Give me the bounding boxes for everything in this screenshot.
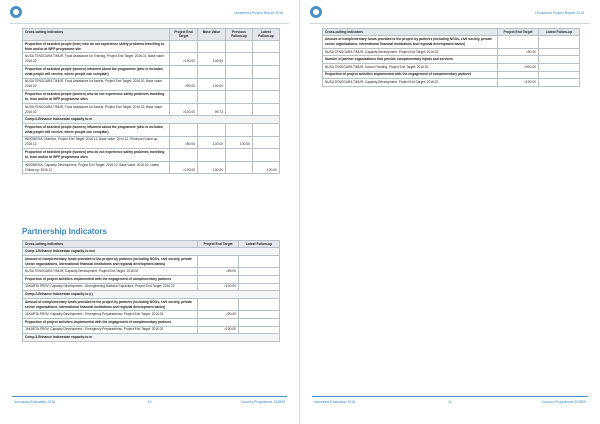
table-row (23, 283, 280, 291)
value-cell: >90.00 (498, 48, 539, 56)
empty-cell (498, 56, 539, 64)
value-cell (539, 79, 580, 87)
empty-cell (198, 298, 239, 311)
header-divider (10, 23, 289, 24)
column-header: Latest Follow-up (253, 29, 280, 41)
empty-cell (539, 71, 580, 79)
table-row (323, 63, 580, 71)
value-cell: 100.00 (226, 136, 253, 149)
wfp-logo (10, 6, 22, 18)
empty-cell (198, 275, 239, 283)
indicator-label: Proportion of assisted people (women) who do not experience safety problems travelling to, from and/or at WFP programme sites (23, 91, 170, 104)
table-row (23, 334, 280, 342)
value-cell (239, 268, 280, 276)
table-row (23, 255, 280, 268)
empty-cell (498, 36, 539, 49)
value-cell: 100.00 (198, 136, 226, 149)
source-label: NUSA TENGGARA TIMUR, Capacity Development, Project End Target: 2016.02 (23, 268, 198, 276)
empty-cell (198, 149, 226, 162)
table-row (23, 268, 280, 276)
source-label: NUSA TENGGARA TIMUR, Capacity Development, Project End Target: 2016.02 (323, 48, 498, 56)
table-row (23, 318, 280, 326)
table-header-row (23, 29, 280, 41)
column-header: Previous Follow-up (226, 29, 253, 41)
indicator-label: Proportion of project activities implemented with the engagement of complementary partners (23, 318, 198, 326)
empty-cell (170, 149, 198, 162)
table-row (23, 275, 280, 283)
empty-cell (198, 318, 239, 326)
empty-cell (226, 91, 253, 104)
cross-cutting-table (322, 28, 580, 87)
table-row (23, 116, 280, 124)
table-row (23, 91, 280, 104)
indicator-label: Proportion of project activities implemented with the engagement of complementary partners (23, 275, 198, 283)
empty-cell (170, 91, 198, 104)
value-cell (253, 78, 280, 91)
component-row-label: Comp.1-Enhance Indonesian capacity to moi (23, 248, 280, 256)
column-header: Base Value (198, 29, 226, 41)
empty-cell (170, 123, 198, 136)
value-cell (539, 48, 580, 56)
page-number: 11 (448, 400, 452, 404)
indicator-label: Amount of complementary funds provided to the project by partners (including NGOs, civil society, private sector organizations, international financial institutions and regional development banks) (323, 36, 498, 49)
column-header: Cross-cutting Indicators (23, 29, 170, 41)
value-cell (226, 78, 253, 91)
empty-cell (239, 255, 280, 268)
indicator-label: Proportion of assisted people (men) who do not experience safety problems travelling to, from and/or at WFP programme site (23, 40, 170, 53)
table-row (23, 291, 280, 299)
empty-cell (253, 40, 280, 53)
column-header: Project End Target (198, 241, 239, 248)
value-cell: 100.00 (198, 53, 226, 66)
table-row (23, 123, 280, 136)
footer-right: Country Programme 200805 (240, 400, 285, 404)
empty-cell (226, 65, 253, 78)
empty-cell (539, 36, 580, 49)
table-row (323, 71, 580, 79)
table-row (323, 79, 580, 87)
source-label: INDONESIA, Nutrition, Project End Target: 2016.12, Base value: 2014.12, Previous Follow-up: 2016.12 (23, 136, 170, 149)
empty-cell (253, 123, 280, 136)
footer-right: Country Programme 200805 (541, 400, 586, 404)
value-cell: >100.00 (498, 79, 539, 87)
empty-cell (239, 275, 280, 283)
empty-cell (226, 123, 253, 136)
value-cell: >80.00 (170, 136, 198, 149)
footer-divider (12, 396, 287, 397)
indicator-label: Proportion of project activities implemented with the engagement of complementary partners (323, 71, 498, 79)
indicator-label: Proportion of assisted people (women) informed about the programme (who is included, what people will receive, where people can complain) (23, 123, 170, 136)
empty-cell (253, 91, 280, 104)
empty-cell (198, 91, 226, 104)
table-row (23, 311, 280, 319)
source-label: INDONESIA, Capacity Development, Project End Target: 2016.12, Base value: 2016.02, Latest Follow-up: 2016.12 (23, 161, 170, 174)
value-cell (239, 311, 280, 319)
empty-cell (198, 123, 226, 136)
value-cell: >100.00 (198, 283, 239, 291)
value-cell (226, 103, 253, 116)
table-row (23, 298, 280, 311)
table-row (23, 103, 280, 116)
indicator-label: Number of partner organizations that provide complementary inputs and services (323, 56, 498, 64)
column-header: Project End Target (498, 29, 539, 36)
column-header: Latest Follow-up (539, 29, 580, 36)
table-row (23, 53, 280, 66)
value-cell: 99.73 (198, 103, 226, 116)
page-right (300, 0, 600, 424)
column-header: Cross-cutting Indicators (23, 241, 198, 248)
value-cell (226, 161, 253, 174)
value-cell (253, 103, 280, 116)
table-row (23, 65, 280, 78)
wfp-logo (310, 6, 322, 18)
table-row (23, 149, 280, 162)
value-cell: >50.00 (198, 311, 239, 319)
value-cell (239, 283, 280, 291)
table-row (323, 56, 580, 64)
indicator-label: Amount of complementary funds provided to the project by partners (including NGOs, civil society, private sector organizations, international financial institutions and regional development banks) (23, 298, 198, 311)
table-row (23, 40, 280, 53)
empty-cell (498, 71, 539, 79)
indicator-label: Proportion of assisted people (women) who do not experience safety problems travelling to, from and/or at WFP programme sites (23, 149, 170, 162)
empty-cell (226, 40, 253, 53)
cross-cutting-table (22, 28, 280, 174)
value-cell: 100.00 (253, 161, 280, 174)
empty-cell (198, 40, 226, 53)
source-label: JAKARTA PROV, Capacity Development - Emergency Preparedness, Project End Target: 2016.02 (23, 311, 198, 319)
table-row (323, 48, 580, 56)
component-row-label: Comp.3-Enhance Indonesian capacity to m (23, 334, 280, 342)
table-header-row (23, 241, 280, 248)
footer (314, 400, 586, 408)
partnership-title: Partnership Indicators (22, 227, 107, 236)
source-label: JAKARTA PROV, Capacity Development - Strengthening National Capacities, Project End Target: 2016.02 (23, 283, 198, 291)
footer-left: Indonesia Evaluation 2016 (14, 400, 56, 404)
partnership-table (22, 240, 280, 342)
component-row-label: Comp.3-Enhance Indonesian capacity to m (23, 116, 280, 124)
value-cell (539, 63, 580, 71)
component-row-label: Comp.2-Enhance Indonesian capacity to (r) (23, 291, 280, 299)
value-cell: >100.00 (198, 326, 239, 334)
footer (14, 400, 285, 408)
value-cell (226, 53, 253, 66)
source-label: NUSA TENGGARA TIMUR, Food Assistance for Training, Project End Target: 2016.02, Base value: 2016.02 (23, 53, 170, 66)
value-cell (253, 136, 280, 149)
table-header-row (323, 29, 580, 36)
source-label: NUSA TENGGARA TIMUR, School Feeding, Project End Target: 2016.02 (323, 63, 498, 71)
source-label: NUSA TENGGARA TIMUR, Food Assistance for Assets, Project End Target: 2016.02, Base value: 2016.02 (23, 103, 170, 116)
table-row (323, 36, 580, 49)
footer-left: Indonesia Evaluation 2016 (314, 400, 356, 404)
empty-cell (539, 56, 580, 64)
value-cell: >100.00 (170, 103, 198, 116)
table-row (23, 248, 280, 256)
empty-cell (198, 255, 239, 268)
table-row (23, 78, 280, 91)
value-cell: 100.00 (198, 78, 226, 91)
empty-cell (239, 318, 280, 326)
empty-cell (170, 65, 198, 78)
column-header: Project End Target (170, 29, 198, 41)
empty-cell (198, 65, 226, 78)
indicator-label: Proportion of assisted people (women) informed about the programme (who is included, what people will receive, where people can complain) (23, 65, 170, 78)
value-cell: >900.00 (498, 63, 539, 71)
value-cell: >90.00 (170, 78, 198, 91)
source-label: JAKARTA PROV, Capacity Development - Emergency Preparedness, Project End Target: 2016.02 (23, 326, 198, 334)
header-title: Household Project Report 2016 (535, 11, 584, 15)
table-row (23, 161, 280, 174)
value-cell: >89.00 (198, 268, 239, 276)
table-row (23, 326, 280, 334)
empty-cell (253, 65, 280, 78)
empty-cell (226, 149, 253, 162)
header-title: Household Project Report 2016 (234, 11, 283, 15)
footer-divider (312, 396, 588, 397)
table-row (23, 136, 280, 149)
page-number: 10 (147, 400, 152, 404)
value-cell (253, 53, 280, 66)
source-label: NUSA TENGGARA TIMUR, Capacity Development, Project End Target: 2016.02 (323, 79, 498, 87)
indicator-label: Amount of complementary funds provided to the project by partners (including NGOs, civil society, private sector organizations, international financial institutions and regional development banks) (23, 255, 198, 268)
source-label: NUSA TENGGARA TIMUR, Food Assistance for Assets, Project End Target: 2016.02, Base value: 2016.02 (23, 78, 170, 91)
column-header: Latest Follow-up (239, 241, 280, 248)
value-cell: >100.00 (170, 161, 198, 174)
empty-cell (170, 40, 198, 53)
empty-cell (239, 298, 280, 311)
column-header: Cross-cutting Indicators (323, 29, 498, 36)
value-cell (239, 326, 280, 334)
header-divider (310, 23, 590, 24)
value-cell: >100.00 (170, 53, 198, 66)
value-cell: 100.00 (198, 161, 226, 174)
empty-cell (253, 149, 280, 162)
